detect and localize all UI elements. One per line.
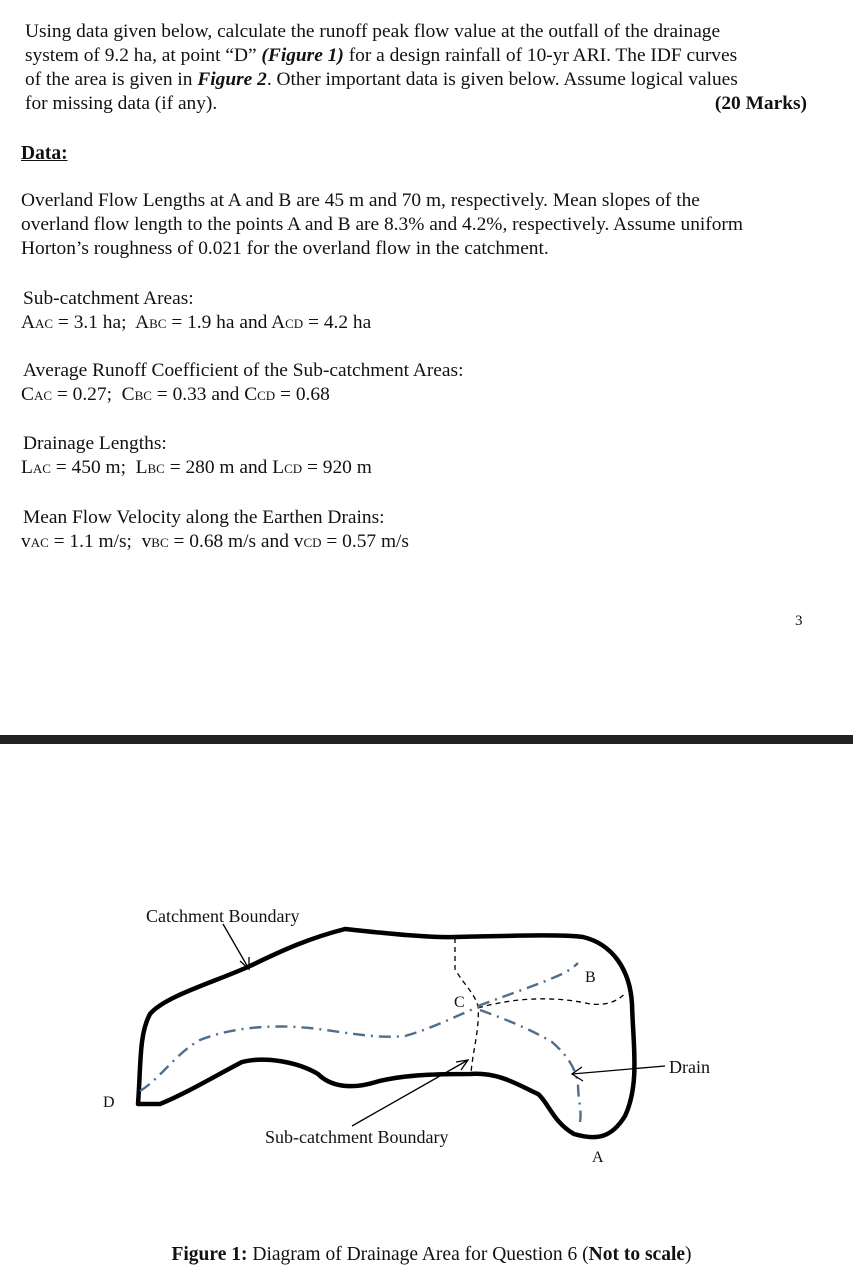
marks-label: (20 Marks) bbox=[714, 93, 807, 114]
overland-line-1: Overland Flow Lengths at A and B are 45 m and 70 m, respectively. Mean slopes of the bbox=[21, 190, 700, 211]
overland-flow-paragraph bbox=[21, 189, 807, 261]
data-heading: Data: bbox=[21, 143, 68, 164]
drain-label: Drain bbox=[669, 1057, 710, 1077]
subcatchment-arrowhead bbox=[456, 1060, 468, 1070]
coefficients-title: Average Runoff Coefficient of the Sub-catchment Areas: bbox=[23, 360, 464, 381]
point-c-label: C bbox=[454, 994, 465, 1011]
drain-label-pointer bbox=[572, 1066, 665, 1074]
question-paragraph bbox=[25, 20, 807, 116]
point-b-label: B bbox=[585, 969, 596, 986]
point-d-label: D bbox=[103, 1094, 115, 1111]
caption-figure-number: Figure 1: bbox=[171, 1244, 248, 1265]
drain-cd bbox=[140, 1006, 480, 1091]
catchment-boundary-label: Catchment Boundary bbox=[146, 906, 300, 926]
question-line-3 bbox=[25, 68, 807, 92]
areas-values: AAC = 3.1 ha; ABC = 1.9 ha and ACD = 4.2 ha bbox=[21, 312, 372, 333]
page-number: 3 bbox=[795, 613, 803, 629]
areas-title: Sub-catchment Areas: bbox=[23, 288, 194, 309]
overland-line-3: Horton’s roughness of 0.021 for the overland flow in the catchment. bbox=[21, 238, 549, 259]
overland-line-2: overland flow length to the points A and B are 8.3% and 4.2%, respectively. Assume uniform bbox=[21, 214, 743, 235]
velocity-block bbox=[21, 506, 409, 555]
figure-1 bbox=[0, 744, 853, 1280]
lengths-values: LAC = 450 m; LBC = 280 m and LCD = 920 m bbox=[21, 457, 372, 478]
drain-ac bbox=[480, 1010, 581, 1122]
figure-2-reference: Figure 2 bbox=[197, 69, 267, 90]
subcatchment-label-pointer bbox=[352, 1060, 468, 1126]
question-line-2 bbox=[25, 44, 807, 68]
coefficients-block bbox=[21, 359, 463, 408]
question-text: for a design rainfall of 10-yr ARI. The IDF curves bbox=[343, 45, 738, 66]
coefficients-values: CAC = 0.27; CBC = 0.33 and CCD = 0.68 bbox=[21, 384, 330, 405]
point-a-label: A bbox=[592, 1149, 604, 1166]
lengths-block bbox=[21, 432, 372, 481]
question-text: system of 9.2 ha, at point “D” bbox=[25, 45, 262, 66]
subcatchment-boundary-right bbox=[478, 992, 626, 1008]
figure-1-reference: (Figure 1) bbox=[261, 45, 344, 66]
question-text: . Other important data is given below. Assume logical values bbox=[266, 69, 738, 90]
drainage-diagram bbox=[0, 744, 853, 1244]
catchment-label-pointer bbox=[223, 924, 249, 969]
lengths-title: Drainage Lengths: bbox=[23, 433, 167, 454]
caption-text: Diagram of Drainage Area for Question 6 ( bbox=[247, 1244, 589, 1265]
question-line-4 bbox=[25, 92, 807, 116]
page-divider bbox=[0, 735, 853, 744]
question-text: for missing data (if any). bbox=[25, 93, 218, 114]
caption-close: ) bbox=[685, 1244, 692, 1265]
question-line-1: Using data given below, calculate the runoff peak flow value at the outfall of the drainage bbox=[25, 21, 721, 42]
areas-block bbox=[21, 287, 371, 336]
velocity-title: Mean Flow Velocity along the Earthen Drains: bbox=[23, 507, 385, 528]
caption-scale-note: Not to scale bbox=[588, 1244, 686, 1265]
velocity-values: vAC = 1.1 m/s; vBC = 0.68 m/s and vCD = 0.57 m/s bbox=[21, 531, 409, 552]
figure-caption bbox=[0, 1244, 853, 1266]
subcatchment-boundary-label: Sub-catchment Boundary bbox=[265, 1127, 449, 1147]
question-text: of the area is given in bbox=[25, 69, 198, 90]
